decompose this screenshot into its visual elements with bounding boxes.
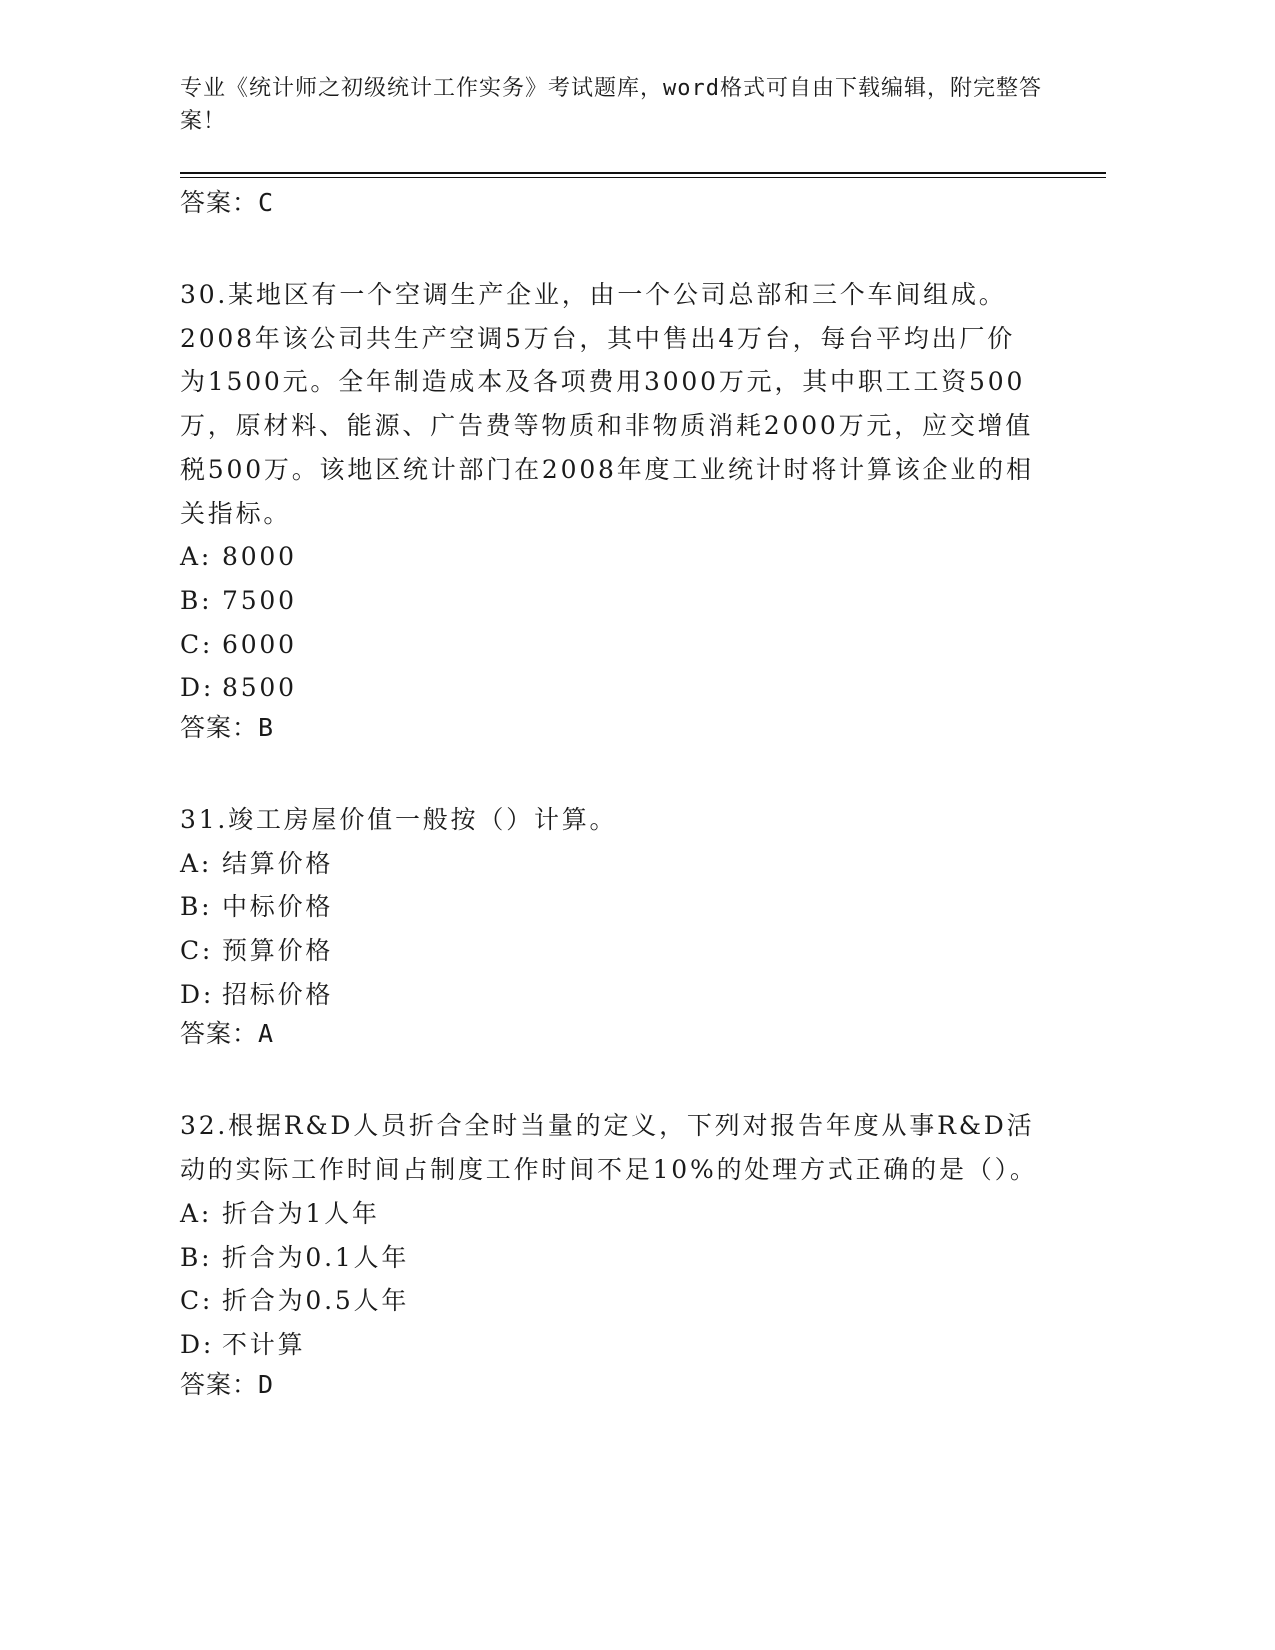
option-letter: A:	[180, 848, 213, 878]
option-text: 8000	[222, 542, 297, 572]
option-text: 招标价格	[222, 979, 334, 1009]
option-text: 6000	[222, 629, 297, 659]
question-stem: 30.某地区有一个空调生产企业，由一个公司总部和三个车间组成。2008年该公司共生产空调5万台，其中售出4万台，每台平均出厂价为1500元。全年制造成本及各项费用3000万元，其中职工工资500万，原材料、能源、广告费等物质和非物质消耗2000万元，应交增值税500万。该地区统计部门在2008年度工业统计时将计算该企业的相关指标。	[180, 280, 1034, 528]
question-30	[180, 273, 1040, 746]
answer-line: 答案：C	[180, 188, 275, 217]
option-letter: C:	[180, 936, 214, 966]
option-letter: D:	[180, 673, 215, 703]
option-letter: A:	[180, 1198, 213, 1228]
option-letter: C:	[180, 629, 214, 659]
question-32	[180, 1104, 1040, 1402]
question-stem: 32.根据R&D人员折合全时当量的定义，下列对报告年度从事R&D活动的实际工作时间占制度工作时间不足10%的处理方式正确的是（）。	[180, 1111, 1038, 1185]
answer-line: 答案：A	[180, 1019, 275, 1049]
option-text: 结算价格	[222, 848, 334, 878]
option-text: 折合为0.5人年	[222, 1286, 410, 1316]
option-a	[180, 535, 1040, 579]
question-31	[180, 798, 1040, 1052]
option-text: 中标价格	[222, 892, 334, 922]
option-c	[180, 623, 1040, 667]
option-d	[180, 666, 1040, 710]
option-a	[180, 1192, 1040, 1236]
option-letter: B:	[180, 1242, 213, 1272]
option-b	[180, 579, 1040, 623]
option-c	[180, 1279, 1040, 1323]
option-text: 折合为0.1人年	[222, 1242, 410, 1272]
option-d	[180, 973, 1040, 1017]
option-letter: D:	[180, 979, 215, 1009]
option-b	[180, 1236, 1040, 1280]
option-letter: D:	[180, 1329, 215, 1359]
option-text: 预算价格	[222, 936, 334, 966]
document-body	[180, 185, 1040, 1403]
option-d	[180, 1323, 1040, 1367]
answer-line: 答案：D	[180, 1369, 275, 1399]
option-b	[180, 885, 1040, 929]
header-text: 专业《统计师之初级统计工作实务》考试题库，word格式可自由下载编辑，附完整答案！	[180, 76, 1042, 134]
option-letter: B:	[180, 892, 213, 922]
header-divider-thick	[180, 172, 1106, 174]
option-text: 折合为1人年	[222, 1198, 380, 1228]
option-letter: B:	[180, 585, 213, 615]
page-header	[180, 72, 1060, 138]
option-c	[180, 929, 1040, 973]
question-stem: 31.竣工房屋价值一般按（）计算。	[180, 804, 618, 834]
option-letter: A:	[180, 542, 213, 572]
option-text: 7500	[222, 585, 297, 615]
answer-line: 答案：B	[180, 712, 275, 742]
option-a	[180, 842, 1040, 886]
option-letter: C:	[180, 1286, 214, 1316]
header-divider-thin	[180, 177, 1106, 178]
option-text: 不计算	[222, 1329, 306, 1359]
option-text: 8500	[222, 673, 297, 703]
